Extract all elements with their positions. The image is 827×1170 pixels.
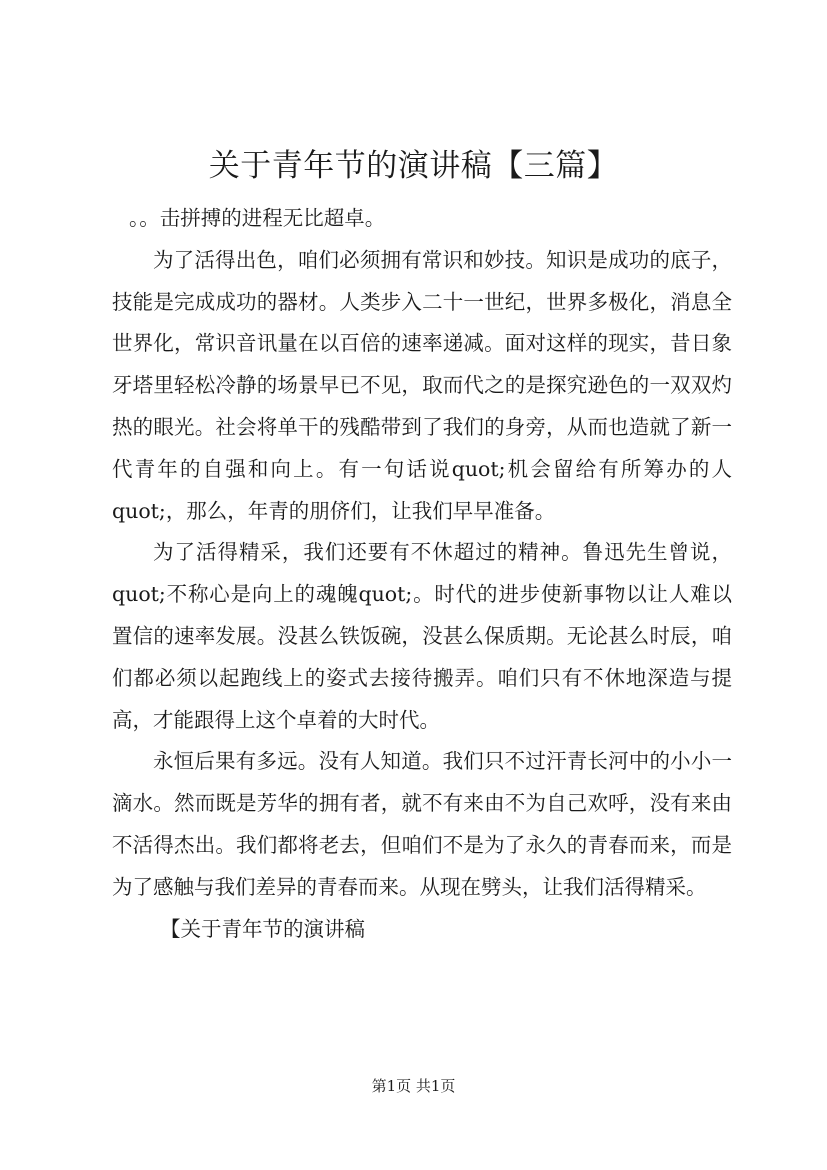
document-body	[112, 198, 732, 950]
paragraph-2: 为了活得精采，我们还要有不休超过的精神。鲁迅先生曾说，quot;不称心是向上的魂魄quot;。时代的进步使新事物以让人难以置信的速率发展。没甚么铁饭碗，没甚么保质期。无论甚么时辰，咱们都必须以起跑线上的姿式去接待搬弄。咱们只有不休地深造与提高，才能跟得上这个卓着的大时代。	[112, 540, 732, 732]
intro-line: 。。击拼搏的进程无比超卓。	[129, 206, 386, 230]
document-title: 关于青年节的演讲稿【三篇】	[208, 148, 619, 184]
paragraph-1: 为了活得出色，咱们必须拥有常识和妙技。知识是成功的底子，技能是完成成功的器材。人类步入二十一世纪，世界多极化，消息全世界化，常识音讯量在以百倍的速率递减。面对这样的现实，昔日象牙塔里轻松冷静的场景早已不见，取而代之的是探究逊色的一双双灼热的眼光。社会将单干的残酷带到了我们的身旁，从而也造就了新一代青年的自强和向上。有一句话说quot;机会留给有所筹办的人quot;，那么，年青的朋侪们，让我们早早准备。	[112, 247, 732, 523]
paragraph-3: 永恒后果有多远。没有人知道。我们只不过汗青长河中的小小一滴水。然而既是芳华的拥有者，就不有来由不为自己欢呼，没有来由不活得杰出。我们都将老去，但咱们不是为了永久的青春而来，而是为了感触与我们差异的青春而来。从现在劈头，让我们活得精采。	[112, 749, 732, 899]
page-footer: 第1页 共1页	[371, 1077, 456, 1095]
trailing-line: 【关于青年节的演讲稿	[160, 916, 365, 941]
